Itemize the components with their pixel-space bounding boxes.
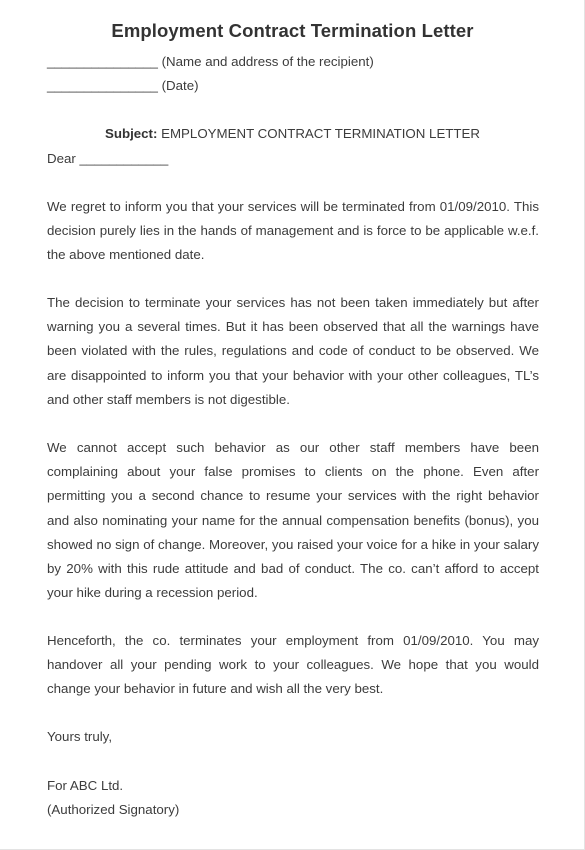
signatory: (Authorized Signatory)	[47, 802, 180, 817]
subject-text: EMPLOYMENT CONTRACT TERMINATION LETTER	[157, 126, 481, 141]
company-name: For ABC Ltd.	[47, 778, 124, 793]
paragraph-3: We cannot accept such behavior as our other staff members have been complaining about your false promises to clients on the phone. Even after permitting you a second chance to resume your services with the right behavior and also nominating your name for the annual compensation benefits (bonus), you showed no sign of change. Moreover, you raised your voice for a hike in your salary by 20% with this rude attitude and bad of conduct. The co. can’t afford to accept your hike during a recession period.	[47, 440, 539, 601]
salutation: Dear ____________	[47, 151, 169, 166]
subject-label: Subject:	[104, 126, 158, 141]
paragraph-4: Henceforth, the co. terminates your employment from 01/09/2010. You may handover all your pending work to your colleagues. We hope that you would change your behavior in future and wish all the very best.	[47, 633, 539, 697]
paragraph-2: The decision to terminate your services has not been taken immediately but after warning you a several times. But it has been observed that all the warnings have been violated with the rules, regulations and code of conduct to be observed. We are disappointed to inform you that your behavior with your other colleagues, TL’s and other staff members is not digestible.	[47, 295, 539, 407]
date-line: _______________ (Date)	[47, 78, 199, 93]
paragraph-1: We regret to inform you that your services will be terminated from 01/09/2010. This decision purely lies in the hands of management and is force to be applicable w.e.f. the above mentioned date.	[47, 199, 539, 263]
closing: Yours truly,	[47, 729, 113, 744]
subject-line	[0, 126, 585, 141]
letter-title: Employment Contract Termination Letter	[111, 20, 474, 41]
recipient-line: _______________ (Name and address of the recipient)	[47, 54, 374, 69]
